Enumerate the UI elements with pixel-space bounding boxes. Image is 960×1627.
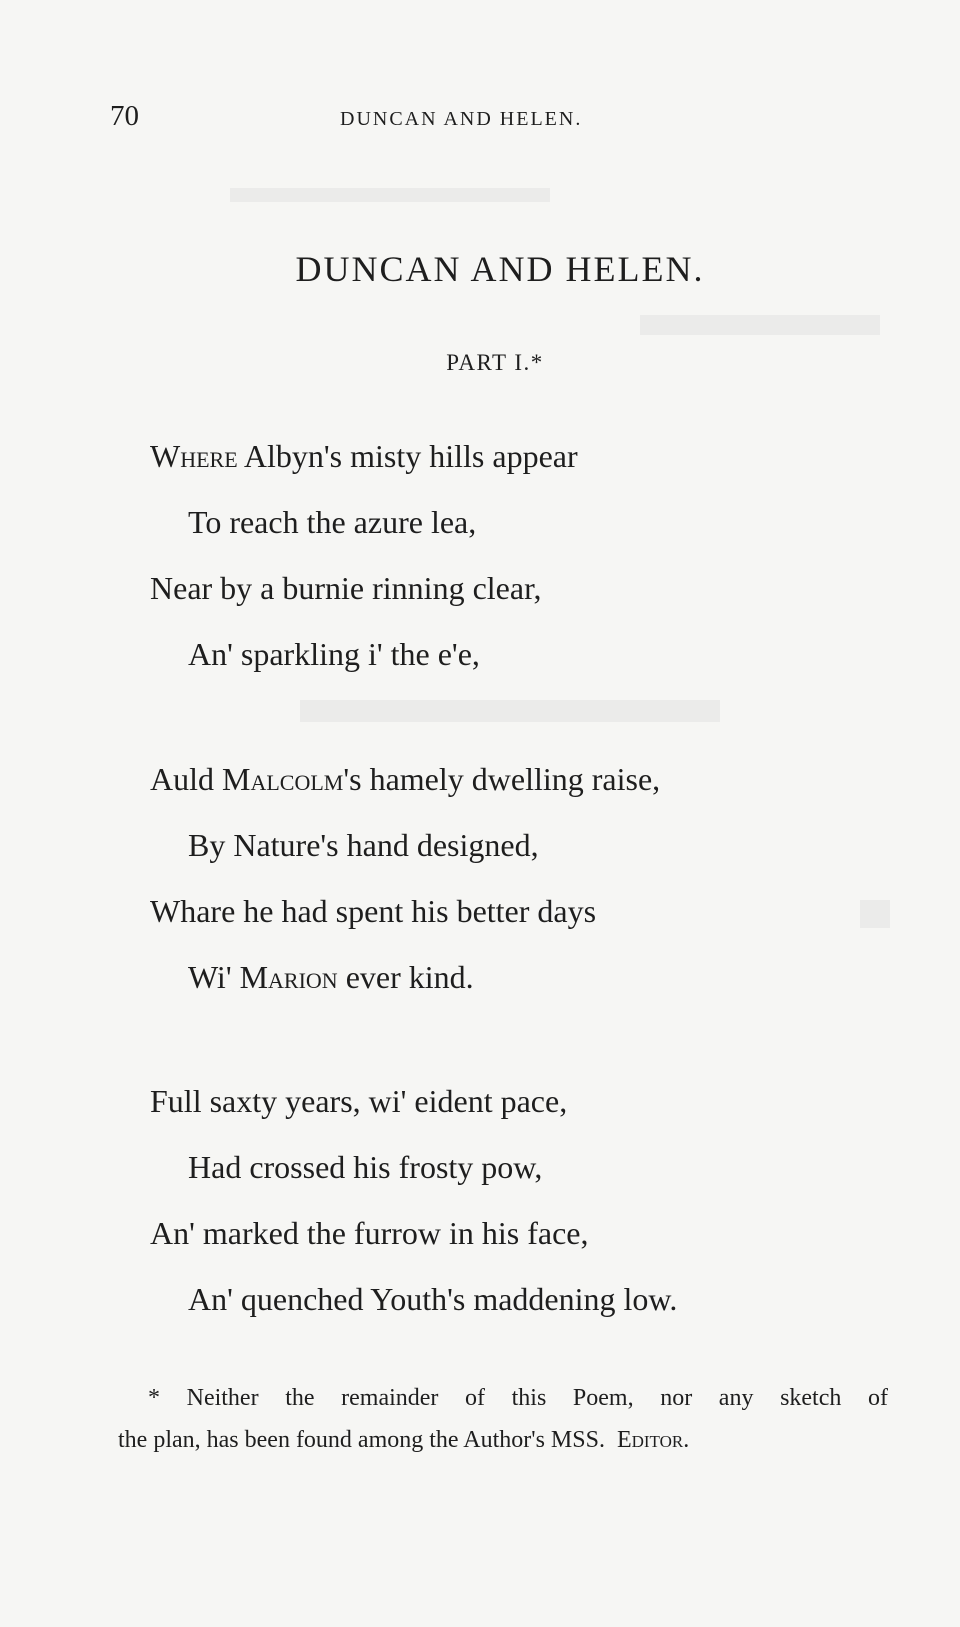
verse-line: By Nature's hand designed,	[188, 827, 539, 863]
verse-line: To reach the azure lea,	[188, 504, 477, 540]
stanza-3	[150, 1068, 870, 1332]
verse-line: Full saxty years, wi' eident pace,	[150, 1083, 568, 1119]
scan-noise	[230, 188, 550, 202]
footnote	[118, 1377, 888, 1461]
character-name: Malcolm	[222, 761, 344, 797]
character-name: Marion	[239, 959, 338, 995]
running-head	[0, 100, 960, 140]
verse-line: Wi' Marion ever kind.	[188, 959, 474, 995]
verse-line: An' quenched Youth's maddening low.	[188, 1281, 678, 1317]
verse-line: Had crossed his frosty pow,	[188, 1149, 543, 1185]
scan-noise	[300, 700, 720, 722]
scan-noise	[640, 315, 880, 335]
editor-signature: Editor.	[616, 1427, 690, 1453]
poem-title: DUNCAN AND HELEN.	[295, 249, 705, 289]
page-number: 70	[110, 100, 139, 132]
verse-line: An' marked the furrow in his face,	[150, 1215, 589, 1251]
footnote-line: * Neither the remainder of this Poem, nor any sketch of	[148, 1385, 888, 1411]
verse-line: Near by a burnie rinning clear,	[150, 570, 542, 606]
verse-line: Where Albyn's misty hills appear	[150, 438, 578, 474]
part-heading: PART I.*	[446, 350, 544, 375]
stanza-2	[150, 746, 870, 1010]
drop-word: Where	[150, 438, 238, 474]
running-title: DUNCAN AND HELEN.	[340, 108, 583, 130]
verse-line: An' sparkling i' the e'e,	[188, 636, 480, 672]
scan-noise	[860, 900, 890, 928]
verse-line: Whare he had spent his better days	[150, 893, 597, 929]
stanza-1	[150, 423, 870, 687]
footnote-line: the plan, has been found among the Author's MSS. Editor.	[118, 1427, 690, 1453]
verse-line: Auld Malcolm's hamely dwelling raise,	[150, 761, 661, 797]
